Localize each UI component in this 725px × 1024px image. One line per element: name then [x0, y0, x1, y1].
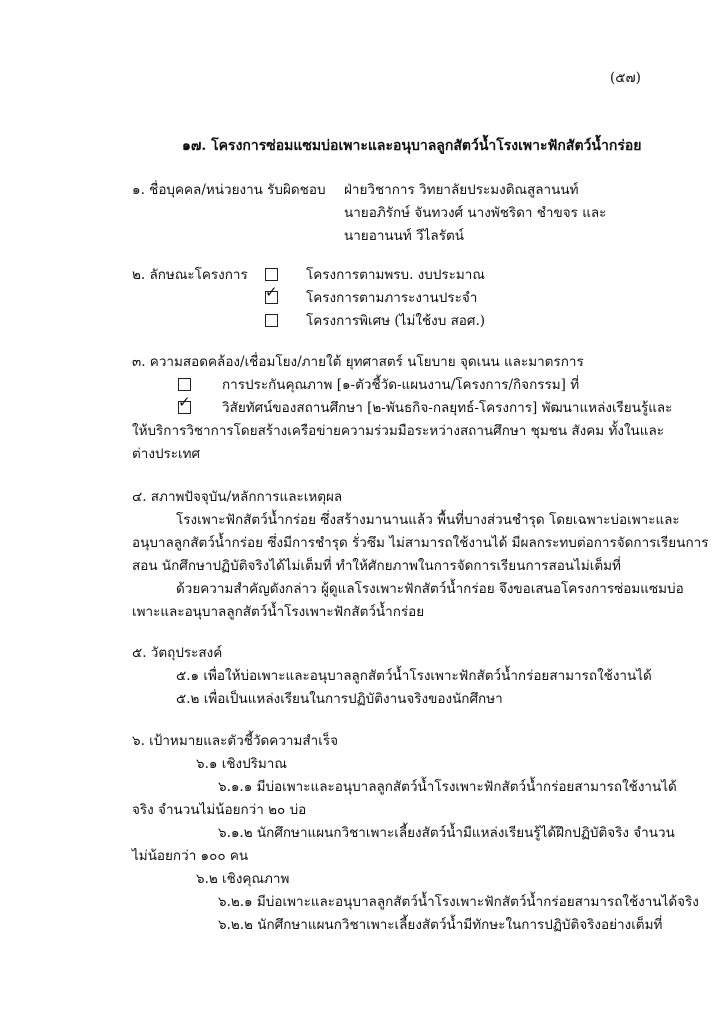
- check-mark-icon: ✓: [178, 393, 191, 411]
- quantitative-item-2: ๖.๑.๒ นักศึกษาแผนกวิชาเพาะเลี้ยงสัตว์น้ำมีแหล่งเรียนรู้ได้ฝึกปฏิบัติจริง จำนวน: [218, 825, 675, 841]
- quantitative-item-1: ๖.๑.๑ มีบ่อเพาะและอนุบาลลูกสัตว์น้ำโรงเพาะฟักสัตว์น้ำกร่อยสามารถใช้งานได้: [218, 779, 677, 795]
- rationale-line-1: โรงเพาะฟักสัตว์น้ำกร่อย ซึ่งสร้างมานานแล้ว พื้นที่บางส่วนชำรุด โดยเฉพาะบ่อเพาะและ: [176, 512, 680, 528]
- vision-continuation-1: ให้บริการวิชาการโดยสร้างเครือข่ายความร่วมมือระหว่างสถานศึกษา ชุมชน สังคม ทั้งในและ: [132, 423, 665, 439]
- option-budget-project: โครงการตามพรบ. งบประมาณ: [306, 267, 485, 283]
- quantitative-label: ๖.๑ เชิงปริมาณ: [196, 756, 287, 772]
- checkbox-budget-project[interactable]: [265, 268, 278, 281]
- option-quality-assurance: การประกันคุณภาพ [๑-ตัวชี้วัด-แผนงาน/โครงการ/กิจกรรม] ที่: [222, 377, 580, 393]
- rationale-line-2: อนุบาลลูกสัตว์น้ำกร่อย ซึ่งมีการชำรุด รั่วซึม ไม่สามารถใช้งานได้ มีผลกระทบต่อการจัดการเรียนการ: [132, 535, 709, 551]
- section-1-label: ๑. ชื่อบุคคล/หน่วยงาน รับผิดชอบ: [132, 182, 326, 198]
- vision-continuation-2: ต่างประเทศ: [132, 446, 201, 462]
- section-5-label: ๕. วัตถุประสงค์: [132, 645, 223, 661]
- qualitative-item-2: ๖.๒.๒ นักศึกษาแผนกวิชาเพาะเลี้ยงสัตว์น้ำมีทักษะในการปฏิบัติจริงอย่างเต็มที่: [218, 917, 663, 933]
- objective-1: ๕.๑ เพื่อให้บ่อเพาะและอนุบาลลูกสัตว์น้ำโรงเพาะฟักสัตว์น้ำกร่อยสามารถใช้งานได้: [176, 668, 652, 684]
- qualitative-label: ๖.๒ เชิงคุณภาพ: [196, 871, 290, 887]
- objective-2: ๕.๒ เพื่อเป็นแหล่งเรียนในการปฏิบัติงานจริงของนักศึกษา: [176, 691, 503, 707]
- checkbox-routine-project[interactable]: [265, 283, 278, 304]
- quantitative-item-2-cont: ไม่น้อยกว่า ๑๐๐ คน: [132, 848, 249, 864]
- section-3-label: ๓. ความสอดคล้อง/เชื่อมโยง/ภายใต้ ยุทศาสตร์ นโยบาย จุดเนน และมาตรการ: [132, 354, 584, 370]
- checkbox-special-project[interactable]: [265, 314, 278, 327]
- option-special-project: โครงการพิเศษ (ไม่ใช้งบ สอศ.): [306, 313, 486, 329]
- rationale-line-4: ด้วยความสำคัญดังกล่าว ผู้ดูแลโรงเพาะฟักสัตว์น้ำกร่อย จึงขอเสนอโครงการซ่อมแซมบ่อ: [176, 581, 684, 597]
- checkbox-vision[interactable]: [178, 393, 191, 414]
- section-2-label: ๒. ลักษณะโครงการ: [132, 267, 248, 283]
- option-vision: วิสัยทัศน์ของสถานศึกษา [๒-พันธกิจ-กลยุทธ์-โครงการ] พัฒนาแหล่งเรียนรู้และ: [222, 400, 673, 416]
- qualitative-item-1: ๖.๒.๑ มีบ่อเพาะและอนุบาลลูกสัตว์น้ำโรงเพาะฟักสัตว์น้ำกร่อยสามารถใช้งานได้จริง: [218, 894, 699, 910]
- option-routine-project: โครงการตามภาระงานประจำ: [306, 290, 478, 306]
- section-6-label: ๖. เป้าหมายและตัวชี้วัดความสำเร็จ: [132, 733, 338, 749]
- responsible-line-2: นายอภิรักษ์ จันทวงศ์ นางพัชริดา ชำขจร และ: [344, 205, 607, 221]
- rationale-line-3: สอน นักศึกษาปฏิบัติจริงได้ไม่เต็มที่ ทำให้ศักยภาพในการจัดการเรียนการสอนไม่เต็มที่: [132, 558, 621, 574]
- checkbox-quality-assurance[interactable]: [178, 378, 191, 391]
- page-number: (๕๗): [610, 70, 641, 86]
- quantitative-item-1-cont: จริง จำนวนไม่น้อยกว่า ๒๐ บ่อ: [132, 802, 307, 818]
- responsible-line-1: ฝ่ายวิชาการ วิทยาลัยประมงติณสูลานนท์: [344, 182, 579, 198]
- check-mark-icon: ✓: [265, 283, 278, 301]
- responsible-line-3: นายอานนท์ วีไลรัตน์: [344, 228, 464, 244]
- section-4-label: ๔. สภาพปัจจุบัน/หลักการและเหตุผล: [132, 489, 343, 505]
- rationale-line-5: เพาะและอนุบาลลูกสัตว์น้ำโรงเพาะฟักสัตว์น้ำกร่อย: [132, 604, 425, 620]
- page-title: ๑๗. โครงการซ่อมแซมบ่อเพาะและอนุบาลลูกสัตว์น้ำโรงเพาะฟักสัตว์น้ำกร่อย: [182, 138, 642, 154]
